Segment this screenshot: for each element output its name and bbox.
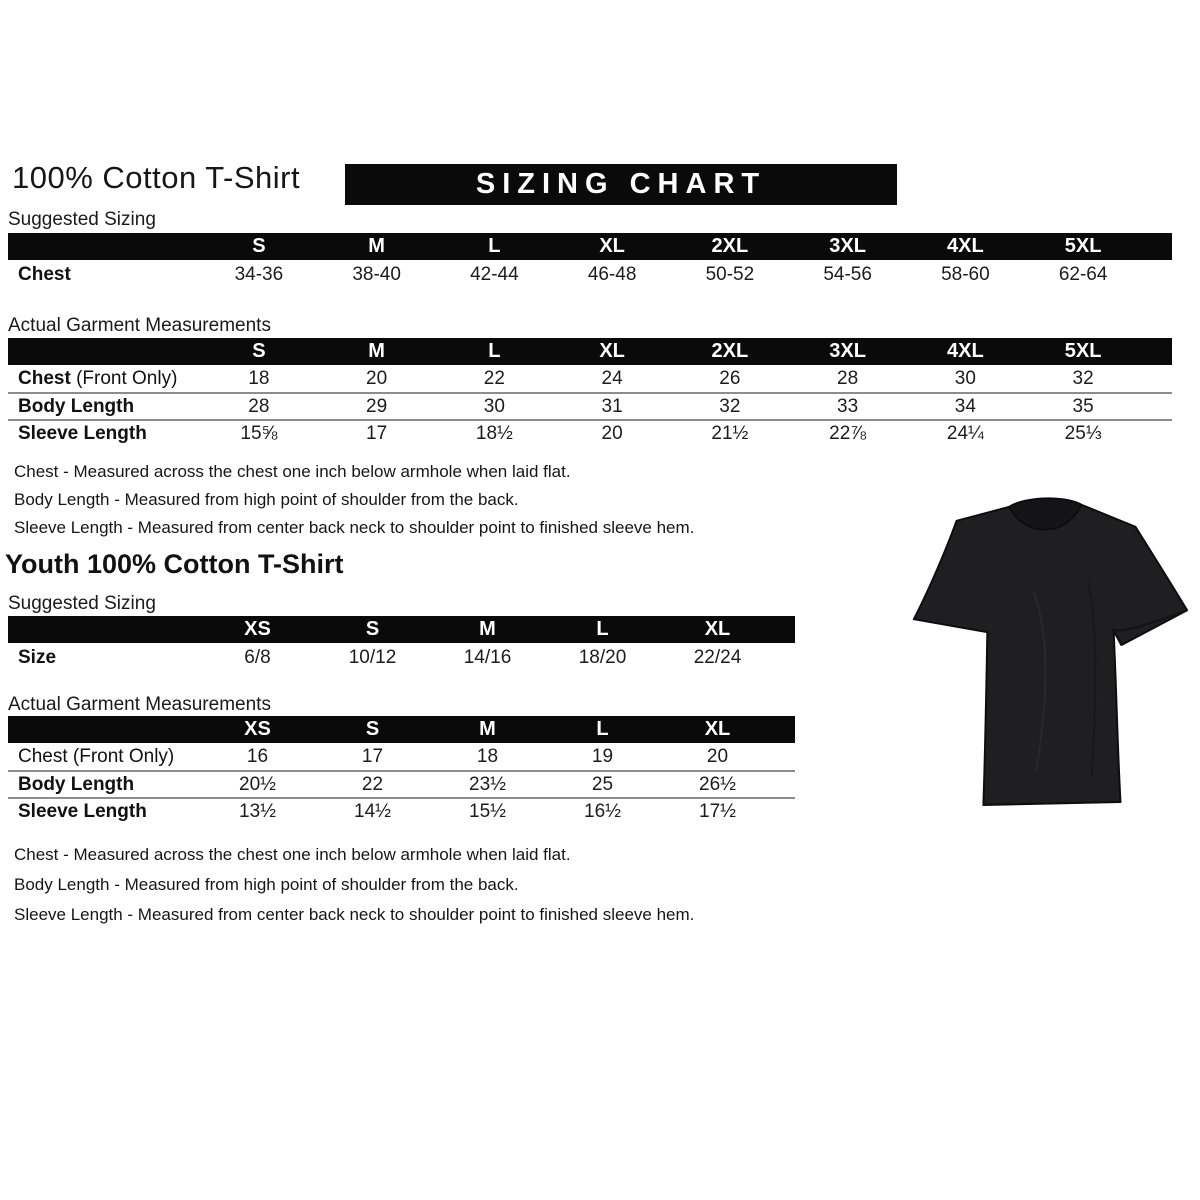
table-cell: 20 <box>366 367 388 389</box>
col-header: S <box>365 618 380 640</box>
adult-sleeve-length-row <box>8 419 1172 446</box>
table-cell: 24¼ <box>946 422 984 444</box>
table-cell: 25⅓ <box>1064 422 1102 444</box>
row-label: Sleeve Length <box>18 800 147 822</box>
note-sleeve-length: Sleeve Length - Measured from center back neck to shoulder point to finished sleeve hem. <box>14 518 695 537</box>
youth-chest-row <box>8 743 795 770</box>
table-cell: 31 <box>601 395 623 417</box>
col-header: XL <box>599 235 625 257</box>
col-header: S <box>365 718 380 740</box>
row-label: Body Length <box>18 395 135 417</box>
table-cell: 16½ <box>584 800 621 822</box>
table-cell: 46-48 <box>587 263 637 285</box>
youth-size-row <box>8 643 795 672</box>
table-cell: 22⅞ <box>829 422 867 444</box>
col-header: 3XL <box>829 340 866 362</box>
col-header: M <box>368 235 385 257</box>
col-header: XL <box>704 718 731 740</box>
row-label: Size <box>18 646 57 668</box>
row-label: Sleeve Length <box>18 422 147 444</box>
adult-garment-measurements-table <box>8 338 1172 446</box>
col-header: XS <box>244 718 271 740</box>
youth-suggested-header-row <box>8 616 795 643</box>
col-header: S <box>252 235 266 257</box>
adult-body-length-row <box>8 392 1172 419</box>
table-cell: 15½ <box>469 800 506 822</box>
table-cell: 33 <box>837 395 859 417</box>
table-cell: 16 <box>246 745 269 767</box>
table-cell: 28 <box>248 395 270 417</box>
note-chest: Chest - Measured across the chest one inch below armhole when laid flat. <box>14 845 571 864</box>
table-cell: 34-36 <box>234 263 284 285</box>
table-cell: 32 <box>719 395 741 417</box>
col-header: L <box>488 340 501 362</box>
table-cell: 26 <box>719 367 741 389</box>
table-cell: 28 <box>837 367 859 389</box>
table-cell: 17½ <box>699 800 736 822</box>
sizing-chart-banner-label: SIZING CHART <box>475 168 767 200</box>
adult-garment-header-row <box>8 338 1172 365</box>
table-cell: 10/12 <box>348 646 397 668</box>
table-cell: 20½ <box>239 773 276 795</box>
note-chest: Chest - Measured across the chest one inch below armhole when laid flat. <box>14 462 571 481</box>
col-header: L <box>596 618 609 640</box>
youth-suggested-sizing-table <box>8 616 795 672</box>
col-header: 4XL <box>947 235 984 257</box>
table-cell: 58-60 <box>941 263 990 285</box>
col-header: M <box>479 718 496 740</box>
col-header: M <box>368 340 385 362</box>
col-header: 3XL <box>829 235 866 257</box>
adult-chest-range-row <box>8 260 1172 289</box>
table-cell: 6/8 <box>244 646 271 668</box>
col-header: 4XL <box>947 340 984 362</box>
adult-suggested-sizing-heading: Suggested Sizing <box>8 209 156 230</box>
youth-body-length-row <box>8 770 795 797</box>
table-cell: 62-64 <box>1058 263 1108 285</box>
table-cell: 23½ <box>469 773 506 795</box>
col-header: M <box>479 618 496 640</box>
table-cell: 15⅝ <box>240 422 278 444</box>
table-cell: 22/24 <box>693 646 742 668</box>
table-cell: 21½ <box>711 422 749 444</box>
table-cell: 20 <box>706 745 729 767</box>
table-cell: 18/20 <box>578 646 627 668</box>
col-header: L <box>488 235 501 257</box>
col-header: 2XL <box>711 235 749 257</box>
table-cell: 30 <box>483 395 505 417</box>
adult-garment-measurements-heading: Actual Garment Measurements <box>8 315 271 336</box>
table-cell: 17 <box>366 422 388 444</box>
youth-suggested-sizing-heading: Suggested Sizing <box>8 593 156 614</box>
youth-garment-measurements-heading: Actual Garment Measurements <box>8 694 271 715</box>
table-cell: 35 <box>1072 395 1094 417</box>
sizing-chart-banner <box>345 164 897 205</box>
col-header: S <box>252 340 266 362</box>
table-cell: 30 <box>954 367 976 389</box>
table-cell: 29 <box>366 395 388 417</box>
youth-sleeve-length-row <box>8 797 795 824</box>
col-header: XL <box>599 340 625 362</box>
col-header: 2XL <box>711 340 749 362</box>
adult-chest-row <box>8 365 1172 392</box>
youth-section-title: Youth 100% Cotton T-Shirt <box>5 549 344 579</box>
row-label: Chest <box>18 263 71 285</box>
tshirt-illustration <box>885 472 1200 822</box>
table-cell: 18½ <box>475 422 513 444</box>
col-header: 5XL <box>1064 340 1102 362</box>
table-cell: 17 <box>361 745 384 767</box>
adult-measurement-notes <box>14 462 694 546</box>
adult-section-title: 100% Cotton T-Shirt <box>12 160 301 195</box>
table-cell: 34 <box>954 395 976 417</box>
table-cell: 32 <box>1072 367 1094 389</box>
table-cell: 19 <box>591 745 614 767</box>
tshirt-body <box>914 498 1187 805</box>
row-label: Chest (Front Only) <box>18 745 175 767</box>
row-label <box>8 368 200 390</box>
youth-garment-header-row <box>8 716 795 743</box>
youth-measurement-notes <box>14 845 694 935</box>
table-cell: 38-40 <box>352 263 401 285</box>
col-header: XS <box>244 618 271 640</box>
note-sleeve-length: Sleeve Length - Measured from center back neck to shoulder point to finished sleeve hem. <box>14 905 695 924</box>
table-cell: 25 <box>591 773 614 795</box>
table-cell: 14/16 <box>463 646 512 668</box>
table-cell: 20 <box>601 422 623 444</box>
table-cell: 54-56 <box>823 263 872 285</box>
adult-suggested-sizing-table <box>8 233 1172 289</box>
note-body-length: Body Length - Measured from high point of shoulder from the back. <box>14 490 519 509</box>
row-label-suffix: (Front Only) <box>70 367 178 389</box>
table-cell: 24 <box>601 367 623 389</box>
row-label-text: Chest <box>18 367 71 389</box>
table-cell: 14½ <box>354 800 391 822</box>
youth-garment-measurements-table <box>8 716 795 824</box>
table-cell: 22 <box>361 773 384 795</box>
table-cell: 42-44 <box>470 263 519 285</box>
note-body-length: Body Length - Measured from high point of shoulder from the back. <box>14 875 519 894</box>
table-cell: 18 <box>476 745 499 767</box>
col-header: L <box>596 718 609 740</box>
table-cell: 22 <box>483 367 505 389</box>
table-cell: 13½ <box>239 800 276 822</box>
col-header: 5XL <box>1064 235 1102 257</box>
adult-suggested-header-row <box>8 233 1172 260</box>
row-label: Body Length <box>18 773 135 795</box>
table-cell: 18 <box>248 367 270 389</box>
table-cell: 50-52 <box>705 263 755 285</box>
col-header: XL <box>704 618 731 640</box>
black-tshirt-photo <box>885 472 1200 822</box>
table-cell: 26½ <box>699 773 736 795</box>
